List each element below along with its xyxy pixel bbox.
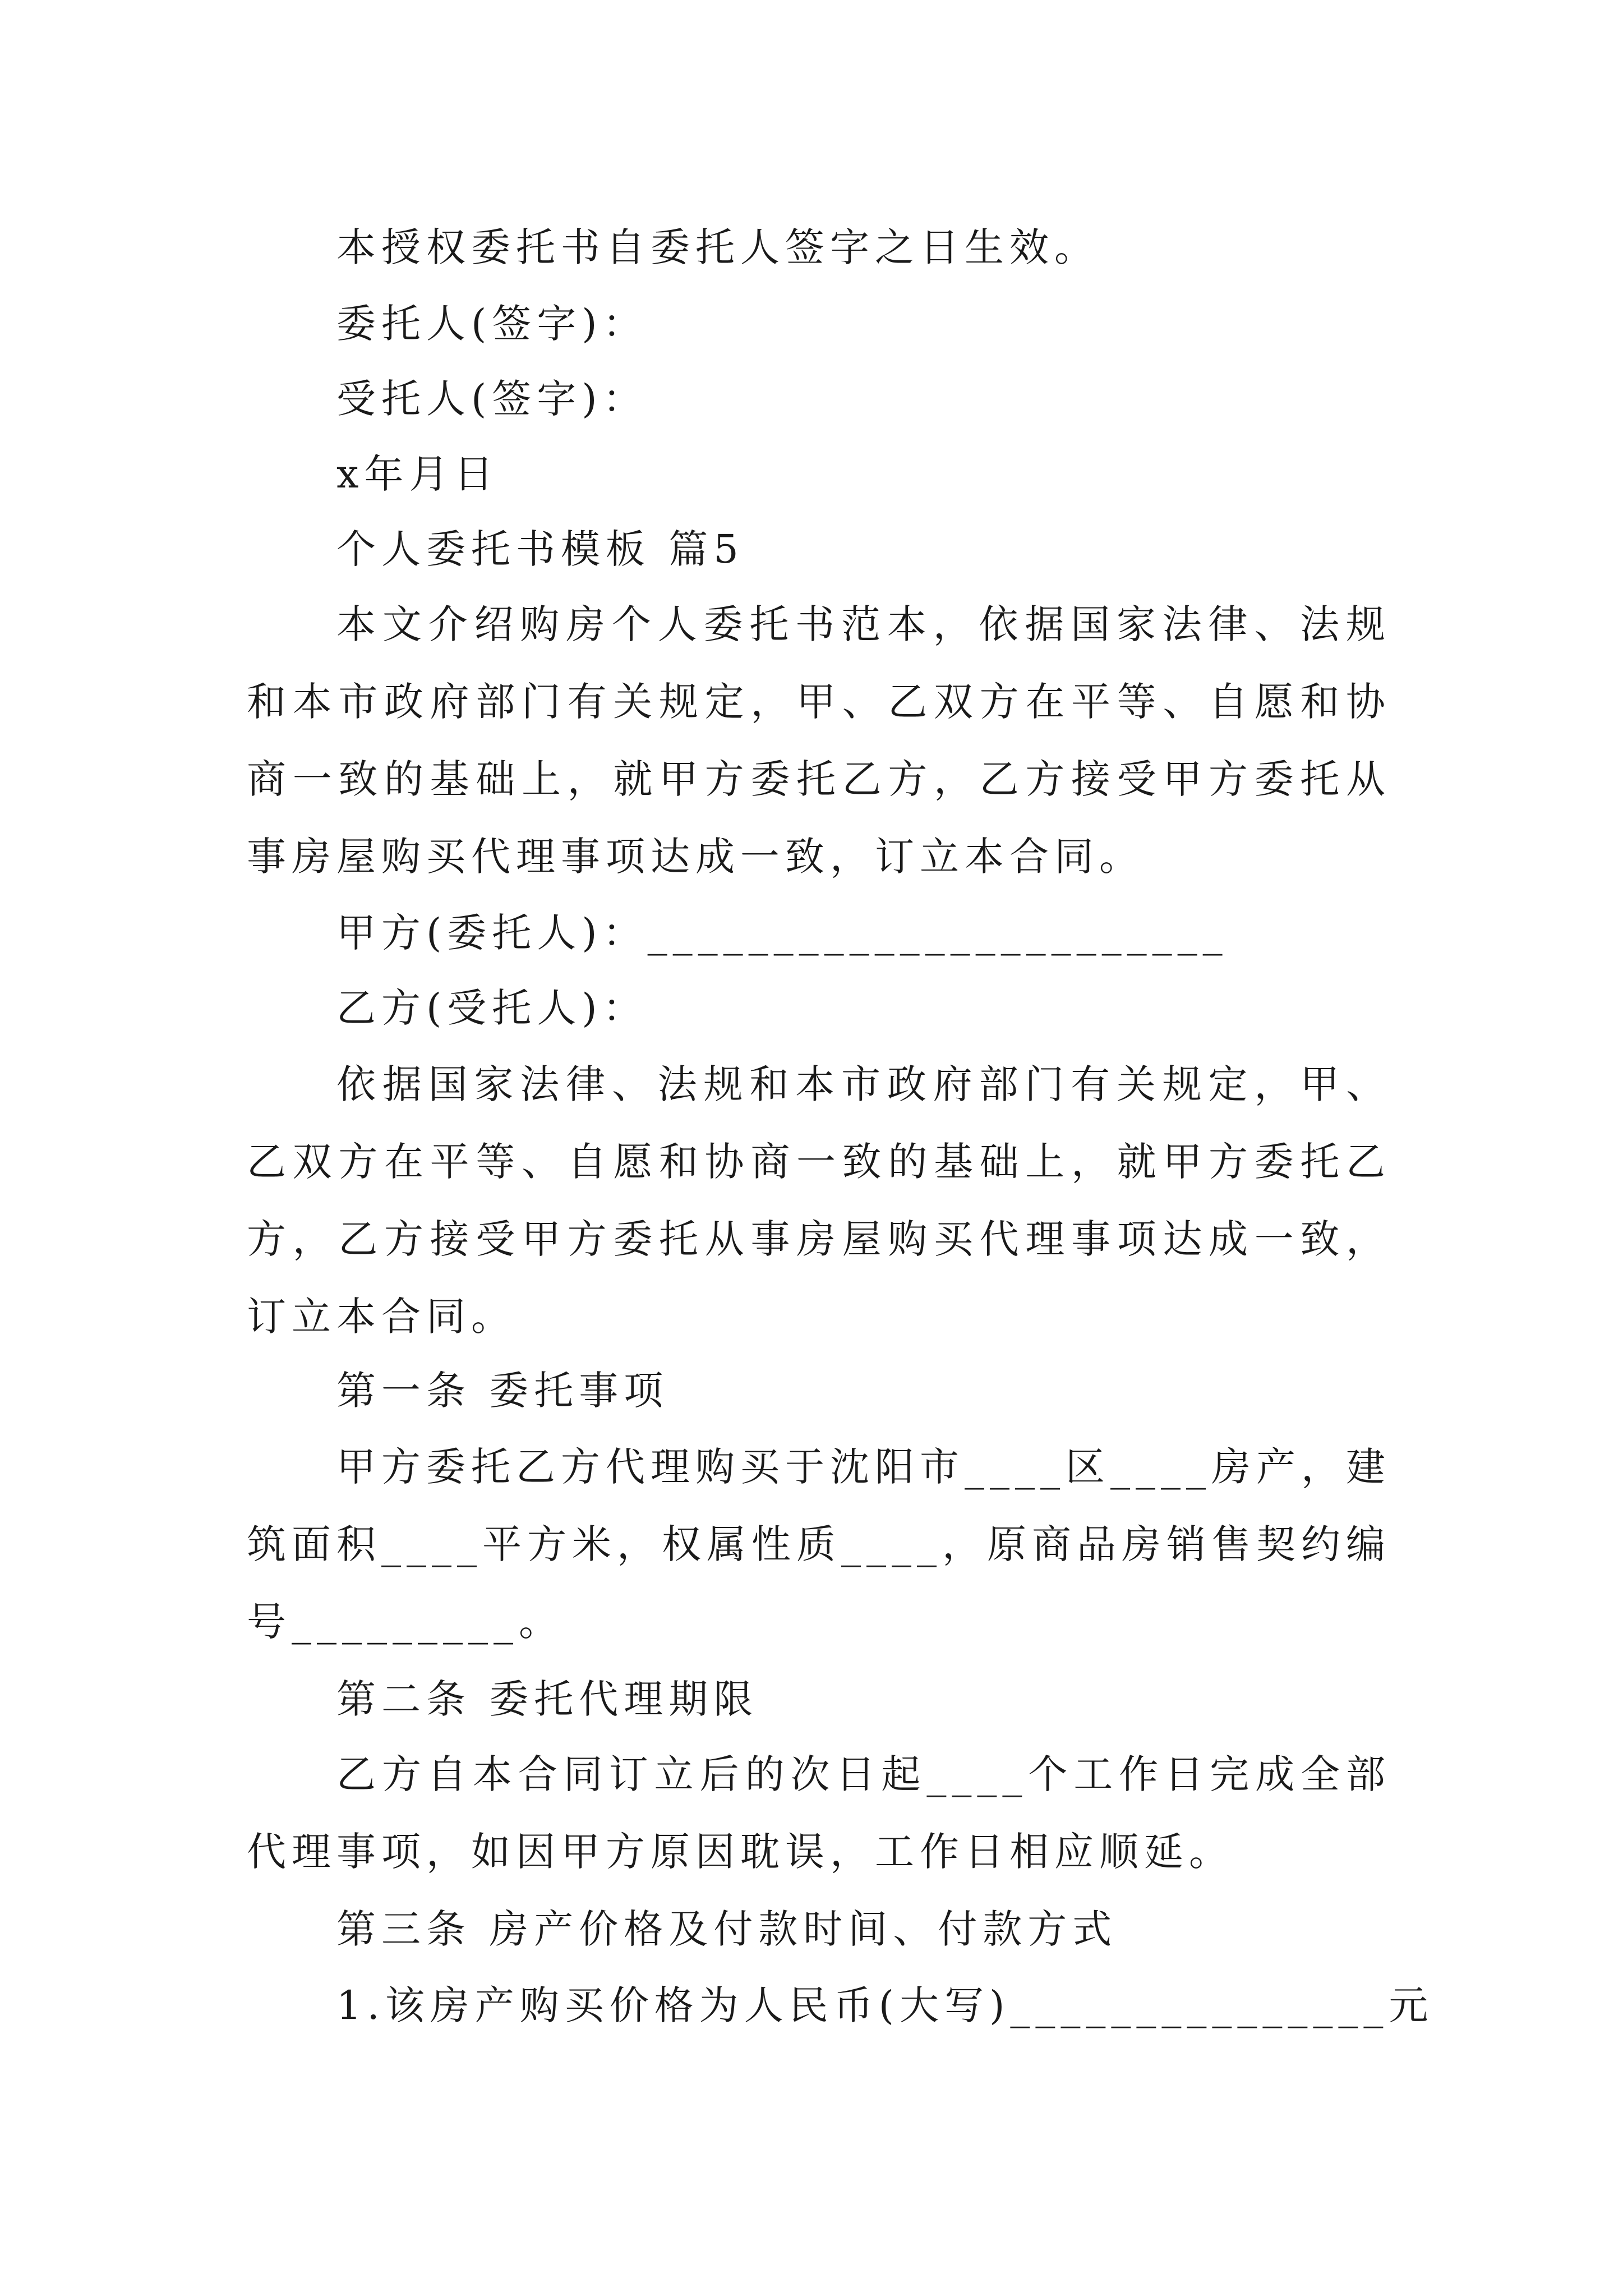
party-b-line: 乙方(受托人)：: [336, 985, 648, 1031]
party-a-line: 甲方(委托人)：_______________________: [336, 910, 1228, 956]
intro-paragraph: 本文介绍购房个人委托书范本，依据国家法律、法规和本市政府部门有关规定，甲、乙双方在平等、自愿和协商一致的基础上，就甲方委托乙方，乙方接受甲方委托从事房屋购买代理事项达成一致，订立本合同。: [247, 601, 1391, 880]
article-1-heading: 第一条 委托事项: [336, 1368, 669, 1414]
article-3-heading: 第三条 房产价格及付款时间、付款方式: [336, 1906, 1118, 1952]
section-heading: 个人委托书模板 篇5: [336, 526, 744, 572]
effective-clause: 本授权委托书自委托人签字之日生效。: [336, 224, 1099, 270]
principal-signature-line: 委托人(签字)：: [336, 301, 648, 347]
article-2-heading: 第二条 委托代理期限: [336, 1676, 759, 1722]
basis-paragraph: 依据国家法律、法规和本市政府部门有关规定，甲、乙双方在平等、自愿和协商一致的基础上，就甲方委托乙方，乙方接受甲方委托从事房屋购买代理事项达成一致，订立本合同。: [247, 1061, 1391, 1340]
article-2-body: 乙方自本合同订立后的次日起____个工作日完成全部代理事项，如因甲方原因耽误，工作日相应顺延。: [247, 1751, 1391, 1875]
article-1-body: 甲方委托乙方代理购买于沈阳市____区____房产，建筑面积____平方米，权属性质____，原商品房销售契约编号_________。: [247, 1444, 1391, 1645]
agent-signature-line: 受托人(签字)：: [336, 376, 648, 422]
date-line: x年月日: [336, 451, 499, 497]
article-3-item-1: 1.该房产购买价格为人民币(大写)_______________元: [336, 1982, 1434, 2028]
